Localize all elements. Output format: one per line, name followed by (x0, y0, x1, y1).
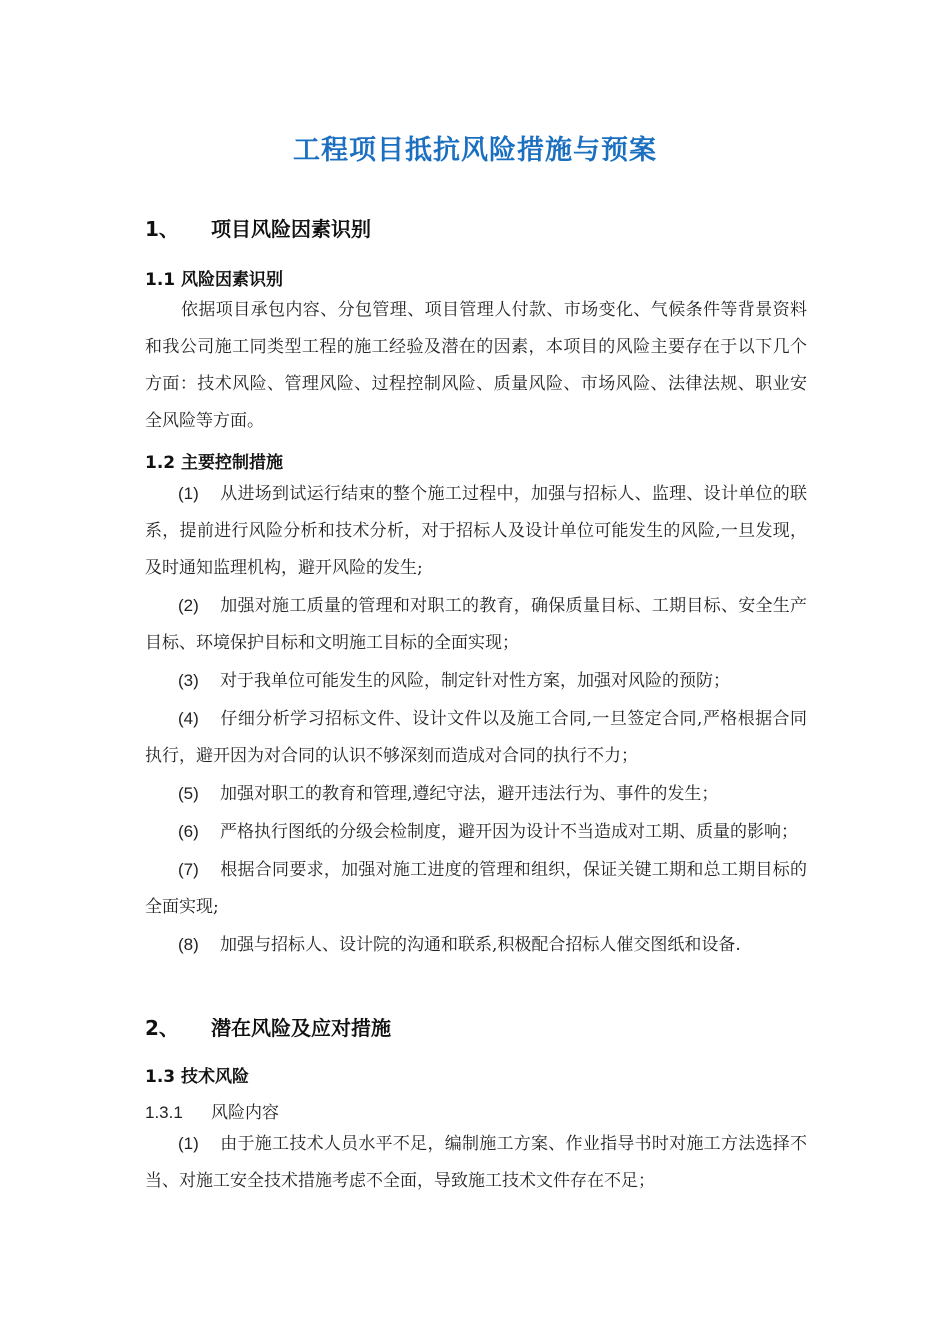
subsection-1-1-paragraph: 依据项目承包内容、分包管理、项目管理人付款、市场变化、气候条件等背景资料和我公司施工同类型工程的施工经验及潜在的因素，本项目的风险主要存在于以下几个方面：技术风险、管理风险、过程控制风险、质量风险、市场风险、法律法规、职业安全风险等方面。 (145, 300, 807, 431)
section-2-number: 2、 (145, 1016, 179, 1040)
subsection-1-3-1-number: 1.3.1 (145, 1103, 183, 1122)
list-item-number: (7) (178, 860, 199, 879)
list-item-number: (6) (178, 822, 199, 841)
list-item (145, 587, 807, 662)
list-item (145, 775, 807, 813)
list-item-text: 对于我单位可能发生的风险，制定针对性方案，加强对风险的预防； (220, 671, 730, 691)
section-1-title: 项目风险因素识别 (211, 217, 371, 241)
control-measures-list (145, 475, 807, 964)
document-title: 工程项目抵抗风险措施与预案 (293, 135, 657, 166)
list-item (145, 926, 807, 964)
list-item-number: (1) (178, 1134, 199, 1153)
list-item-text: 由于施工技术人员水平不足，编制施工方案、作业指导书时对施工方法选择不当、对施工安全技术措施考虑不全面，导致施工技术文件存在不足； (145, 1134, 807, 1191)
section-1-number: 1、 (145, 217, 179, 241)
list-item-text: 仔细分析学习招标文件、设计文件以及施工合同,一旦签定合同,严格根据合同执行，避开因为对合同的认识不够深刻而造成对合同的执行不力； (145, 709, 807, 766)
list-item-text: 加强对施工质量的管理和对职工的教育，确保质量目标、工期目标、安全生产目标、环境保护目标和文明施工目标的全面实现； (145, 596, 807, 653)
list-item-text: 严格执行图纸的分级会检制度，避开因为设计不当造成对工期、质量的影响； (220, 822, 798, 842)
subsection-1-3-1-heading (145, 1098, 279, 1123)
list-item (145, 1125, 807, 1200)
subsection-1-3-heading: 1.3 技术风险 (145, 1067, 250, 1087)
list-item (145, 475, 807, 587)
subsection-1-1-heading: 1.1 风险因素识别 (145, 270, 284, 290)
list-item-number: (5) (178, 784, 199, 803)
subsection-1-2-heading: 1.2 主要控制措施 (145, 453, 284, 473)
risk-content-list (145, 1125, 807, 1200)
list-item (145, 813, 807, 851)
list-item (145, 662, 807, 700)
list-item-number: (1) (178, 484, 199, 503)
list-item (145, 851, 807, 926)
subsection-1-3-1-title: 风险内容 (211, 1103, 279, 1123)
list-item (145, 700, 807, 775)
list-item-number: (2) (178, 596, 199, 615)
list-item-number: (4) (178, 709, 199, 728)
section-2-heading (145, 1012, 391, 1041)
section-1-heading (145, 213, 371, 242)
section-2-title: 潜在风险及应对措施 (211, 1016, 391, 1040)
list-item-number: (8) (178, 935, 199, 954)
list-item-text: 从进场到试运行结束的整个施工过程中，加强与招标人、监理、设计单位的联系，提前进行风险分析和技术分析，对于招标人及设计单位可能发生的风险,一旦发现，及时通知监理机构，避开风险的发生; (145, 484, 807, 578)
list-item-text: 根据合同要求，加强对施工进度的管理和组织，保证关键工期和总工期目标的全面实现; (145, 860, 807, 917)
list-item-text: 加强与招标人、设计院的沟通和联系,积极配合招标人催交图纸和设备. (220, 935, 741, 955)
list-item-number: (3) (178, 671, 199, 690)
list-item-text: 加强对职工的教育和管理,遵纪守法，避开违法行为、事件的发生； (220, 784, 719, 804)
